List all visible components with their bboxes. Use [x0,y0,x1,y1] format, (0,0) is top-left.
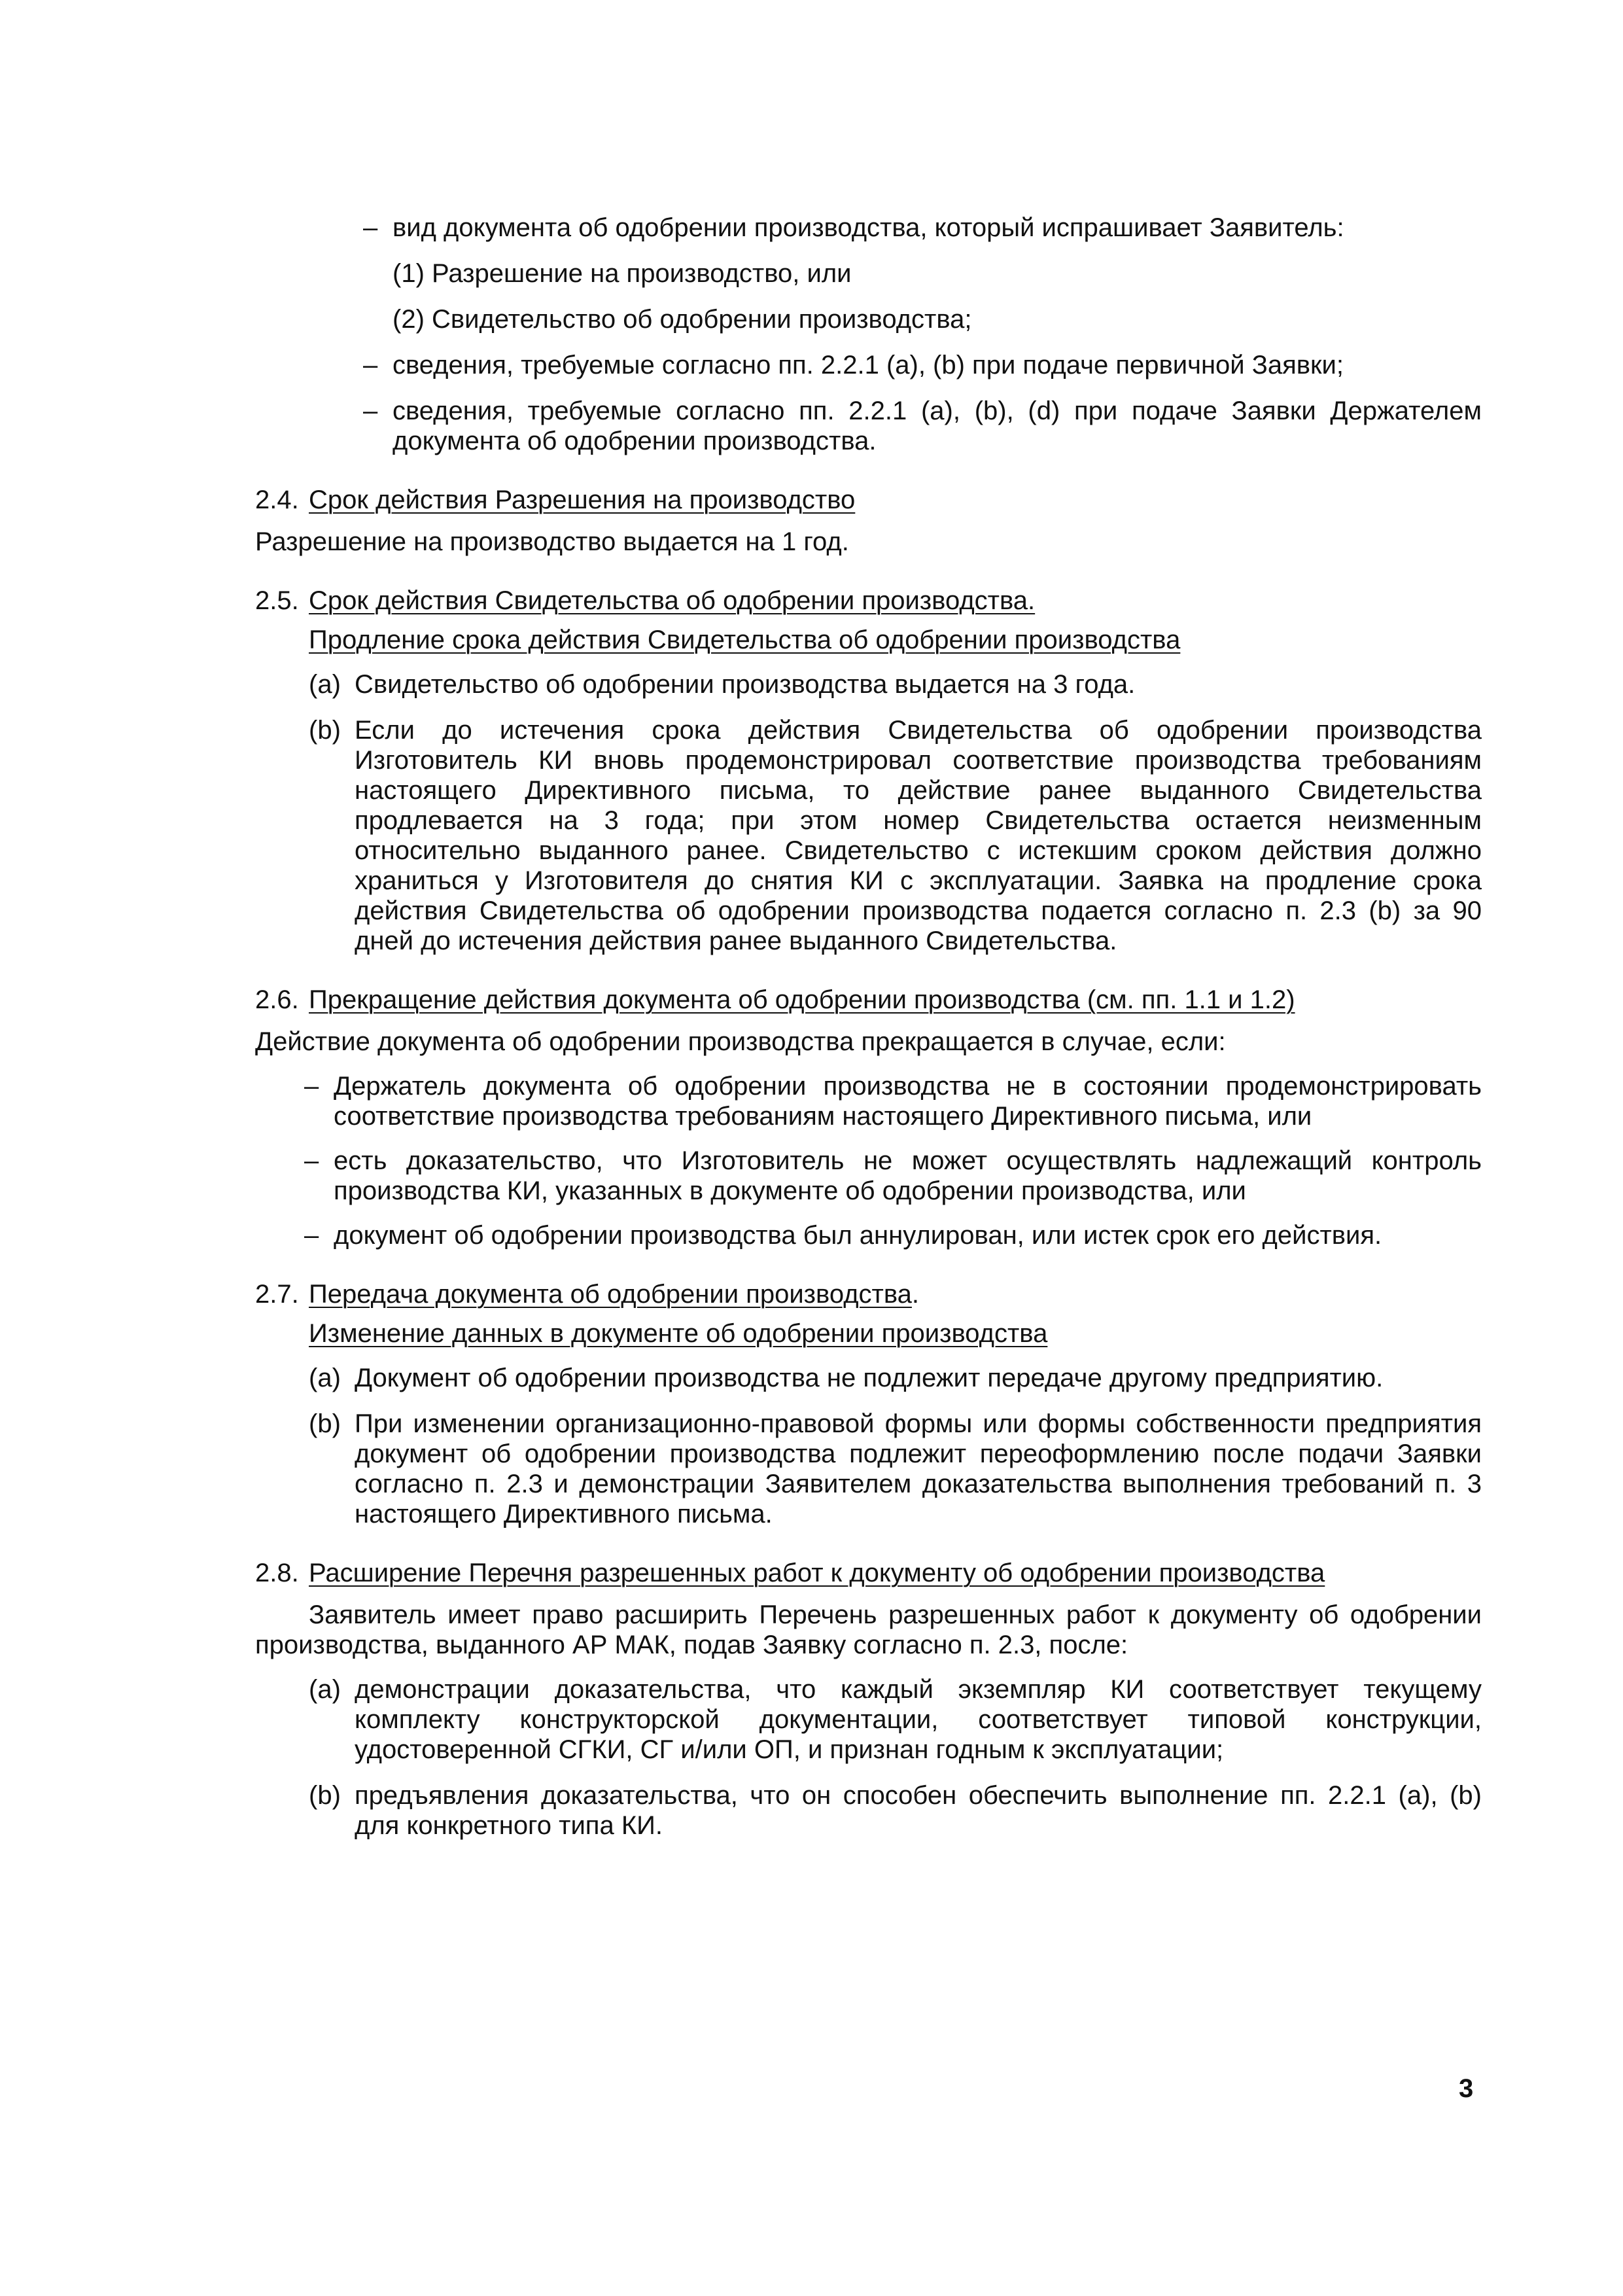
section-subtitle: Изменение данных в документе об одобрении производства [309,1319,1048,1348]
list-item [304,1220,1482,1250]
list-item-text: документ об одобрении производства был аннулирован, или истек срок его действия. [334,1221,1382,1250]
section-title-period: . [911,1280,920,1309]
section-number: 2.5. [255,586,299,615]
list-item-text: сведения, требуемые согласно пп. 2.2.1 (a), (b) при подаче первичной Заявки; [393,351,1344,380]
page-content [255,213,1482,1841]
item-text: предъявления доказательства, что он способен обеспечить выполнение пп. 2.2.1 (a), (b) для конкретного типа КИ. [355,1781,1482,1840]
list-item [309,715,1482,956]
list-item [363,396,1482,456]
item-marker: (b) [309,1781,341,1810]
section-subheading [255,625,1482,655]
item-marker: (b) [309,716,341,745]
dash-marker: – [363,351,378,380]
section-2-6 [255,985,1482,1250]
page-number: 3 [1459,2074,1474,2103]
sub-item-text: (1) Разрешение на производство, или [393,259,852,288]
section-title: Срок действия Свидетельства об одобрении производства. [309,586,1036,615]
section-subheading [255,1318,1482,1349]
section-number: 2.6. [255,985,299,1014]
item-text: Свидетельство об одобрении производства выдается на 3 года. [355,670,1136,699]
section-title: Прекращение действия документа об одобрении производства (см. пп. 1.1 и 1.2) [309,985,1295,1014]
section-heading [255,586,1482,616]
dash-marker: – [363,397,378,425]
item-marker: (b) [309,1409,341,1438]
item-marker: (a) [309,670,341,699]
sub-item-text: (2) Свидетельство об одобрении производства; [393,305,972,334]
list-item-text: есть доказательство, что Изготовитель не может осуществлять надлежащий контроль производства КИ, указанных в документе об одобрении производства, или [334,1146,1482,1205]
list-item [304,1146,1482,1206]
item-text: Если до истечения срока действия Свидетельства об одобрении производства Изготовитель КИ вновь продемонстрировал соответствие производства требованиям настоящего Директивного письма, то действие ранее выданного Свидетельства продлевается на 3 года; при этом номер Свидетельства остается неизменным относительно выданного ранее. Свидетельство с истекшим сроком действия должно храниться у Изготовителя до снятия КИ с эксплуатации. Заявка на продление срока действия Свидетельства об одобрении производства подается согласно п. 2.3 (b) за 90 дней до истечения действия ранее выданного Свидетельства. [355,716,1482,955]
section-heading [255,985,1482,1015]
list-item [304,1071,1482,1131]
section-title: Срок действия Разрешения на производство [309,486,856,514]
section-title: Расширение Перечня разрешенных работ к документу об одобрении производства [309,1559,1325,1587]
item-text: Документ об одобрении производства не подлежит передаче другому предприятию. [355,1364,1384,1392]
section-number: 2.8. [255,1559,299,1587]
list-item [309,1409,1482,1529]
lettered-list [309,1363,1482,1529]
item-text: демонстрации доказательства, что каждый экземпляр КИ соответствует текущему комплекту конструкторской документации, соответствует типовой конструкции, удостоверенной СГКИ, СГ и/или ОП, и признан годным к эксплуатации; [355,1675,1482,1764]
list-item [363,350,1482,380]
section-intro: Действие документа об одобрении производства прекращается в случае, если: [255,1027,1226,1056]
section-text: Разрешение на производство выдается на 1 год. [255,527,849,556]
sub-item [393,258,1482,289]
section-subtitle: Продление срока действия Свидетельства об одобрении производства [309,626,1181,654]
section-heading [255,485,1482,515]
section-title: Передача документа об одобрении производства [309,1280,912,1309]
lettered-list [309,1674,1482,1841]
section-heading [255,1558,1482,1588]
list-item [309,1363,1482,1393]
section-heading [255,1279,1482,1309]
list-item [309,1780,1482,1841]
section-2-7 [255,1279,1482,1529]
list-item-text: Держатель документа об одобрении производства не в состоянии продемонстрировать соответствие производства требованиям настоящего Директивного письма, или [334,1072,1482,1131]
list-item-text: сведения, требуемые согласно пп. 2.2.1 (a), (b), (d) при подаче Заявки Держателем документа об одобрении производства. [393,397,1482,455]
section-2-4 [255,485,1482,557]
dash-marker: – [363,213,378,242]
list-item-text: вид документа об одобрении производства, который испрашивает Заявитель: [393,213,1344,242]
item-marker: (a) [309,1364,341,1392]
list-item [363,213,1482,243]
section-intro: Заявитель имеет право расширить Перечень разрешенных работ к документу об одобрении производства, выданного АР МАК, подав Заявку согласно п. 2.3, после: [255,1600,1482,1659]
item-text: При изменении организационно-правовой формы или формы собственности предприятия документ об одобрении производства подлежит переоформлению после подачи Заявки согласно п. 2.3 и демонстрации Заявителем доказательства выполнения требований п. 3 настоящего Директивного письма. [355,1409,1482,1528]
section-number: 2.7. [255,1280,299,1309]
dash-marker: – [304,1146,319,1175]
top-list [363,213,1482,456]
item-marker: (a) [309,1675,341,1704]
dash-marker: – [304,1221,319,1250]
list-item [309,1674,1482,1765]
list-item [309,669,1482,699]
section-2-5 [255,586,1482,956]
lettered-list [309,669,1482,956]
sub-item [393,304,1482,334]
dash-marker: – [304,1072,319,1101]
section-number: 2.4. [255,486,299,514]
dash-list [304,1071,1482,1250]
section-2-8 [255,1558,1482,1841]
